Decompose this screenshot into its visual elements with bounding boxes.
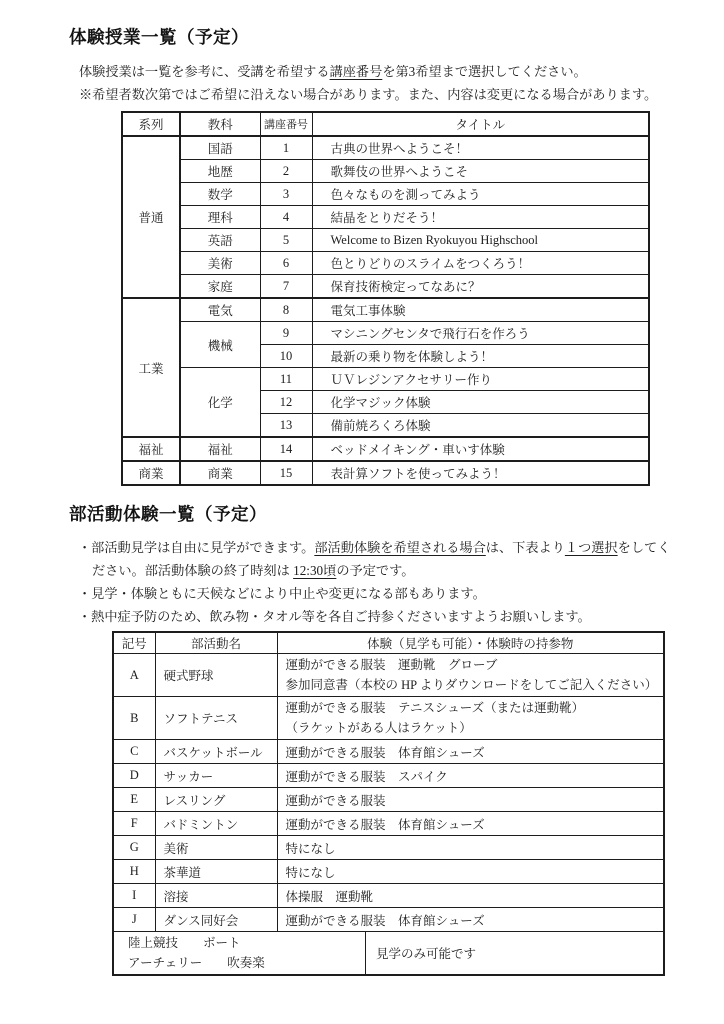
items-cell xyxy=(277,654,664,697)
table-row xyxy=(113,740,664,764)
trial-class-table xyxy=(121,111,650,486)
course-number-cell: 14 xyxy=(260,437,312,461)
course-title-cell: 表計算ソフトを使ってみよう！ xyxy=(312,461,649,485)
table-row xyxy=(113,860,664,884)
table-header-row xyxy=(122,112,649,136)
clubs-line: 陸上競技 ボート xyxy=(128,936,241,950)
table-row xyxy=(122,368,649,391)
series-cell: 工業 xyxy=(122,298,180,437)
section2-title: 部活動体験一覧（予定） xyxy=(69,504,267,524)
subject-cell: 機械 xyxy=(180,322,260,368)
col-header-subject: 教科 xyxy=(180,112,260,136)
course-number-cell: 8 xyxy=(260,298,312,322)
course-number-cell: 13 xyxy=(260,414,312,438)
items-cell: 運動ができる服装 体育館シューズ xyxy=(277,740,664,764)
course-number-cell: 3 xyxy=(260,183,312,206)
table-row xyxy=(122,461,649,485)
club-name-cell: 茶華道 xyxy=(155,860,277,884)
items-cell: 運動ができる服装 xyxy=(277,788,664,812)
viewing-only-clubs xyxy=(114,932,366,974)
symbol-cell: A xyxy=(113,654,155,697)
items-cell: 運動ができる服装 体育館シューズ xyxy=(277,812,664,836)
table-row xyxy=(113,836,664,860)
items-line: （ラケットがある人はラケット） xyxy=(285,721,472,735)
course-number-cell: 1 xyxy=(260,136,312,160)
table-row xyxy=(122,136,649,160)
underlined-course-number: 講座番号 xyxy=(329,64,383,79)
course-title-cell: 古典の世界へようこそ！ xyxy=(312,136,649,160)
intro-text: を第3希望まで選択してください。 xyxy=(382,64,587,79)
underlined-one-choice: １つ選択 xyxy=(564,540,618,555)
subject-cell: 美術 xyxy=(180,252,260,275)
course-title-cell: 最新の乗り物を体験しよう！ xyxy=(312,345,649,368)
col-header-series: 系列 xyxy=(122,112,180,136)
table-row xyxy=(122,298,649,322)
bullet-line-1 xyxy=(78,536,698,559)
items-cell xyxy=(277,697,664,740)
underlined-club-request: 部活動体験を希望される場合 xyxy=(314,540,486,555)
table-row xyxy=(113,788,664,812)
course-title-cell: 歌舞伎の世界へようこそ xyxy=(312,160,649,183)
course-title-cell: 備前焼ろくろ体験 xyxy=(312,414,649,438)
course-title-cell: 色とりどりのスライムをつくろう！ xyxy=(312,252,649,275)
symbol-cell: C xyxy=(113,740,155,764)
table-row xyxy=(122,322,649,345)
table-row xyxy=(122,252,649,275)
course-title-cell: 電気工事体験 xyxy=(312,298,649,322)
subject-cell: 理科 xyxy=(180,206,260,229)
club-name-cell: 溶接 xyxy=(155,884,277,908)
course-number-cell: 9 xyxy=(260,322,312,345)
items-line: 運動ができる服装 運動靴 グローブ xyxy=(285,658,498,672)
club-name-cell: バドミントン xyxy=(155,812,277,836)
viewing-only-note: 見学のみ可能です xyxy=(376,947,477,961)
series-cell: 福祉 xyxy=(122,437,180,461)
course-title-cell: ベッドメイキング・車いす体験 xyxy=(312,437,649,461)
symbol-cell: E xyxy=(113,788,155,812)
table-row xyxy=(113,932,664,976)
note-text: をしてく xyxy=(617,540,671,555)
items-cell: 体操服 運動靴 xyxy=(277,884,664,908)
course-number-cell: 15 xyxy=(260,461,312,485)
subject-cell: 国語 xyxy=(180,136,260,160)
col-header-items: 体験（見学も可能）・体験時の持参物 xyxy=(277,632,664,654)
table-row xyxy=(122,229,649,252)
table-row xyxy=(122,437,649,461)
club-name-cell: ダンス同好会 xyxy=(155,908,277,932)
subject-cell: 商業 xyxy=(180,461,260,485)
items-cell: 特になし xyxy=(277,860,664,884)
club-name-cell: バスケットボール xyxy=(155,740,277,764)
intro-text: 体験授業は一覧を参考に、受講を希望する xyxy=(79,64,330,79)
course-title-cell: Welcome to Bizen Ryokuyou Highschool xyxy=(312,229,649,252)
symbol-cell: H xyxy=(113,860,155,884)
col-header-club-name: 部活動名 xyxy=(155,632,277,654)
course-title-cell: 結晶をとりだそう！ xyxy=(312,206,649,229)
series-cell: 商業 xyxy=(122,461,180,485)
course-title-cell: 化学マジック体験 xyxy=(312,391,649,414)
table-row xyxy=(122,183,649,206)
items-line: 参加同意書（本校の HP よりダウンロードをしてご記入ください） xyxy=(285,678,658,692)
items-cell: 運動ができる服装 スパイク xyxy=(277,764,664,788)
note-text: ださい。部活動体験の終了時刻は xyxy=(92,563,294,578)
table-row xyxy=(122,275,649,299)
table-row xyxy=(113,697,664,740)
section1-title: 体験授業一覧（予定） xyxy=(69,27,249,47)
table-header-row xyxy=(113,632,664,654)
course-number-cell: 6 xyxy=(260,252,312,275)
note-text: の予定です。 xyxy=(336,563,415,578)
club-name-cell: ソフトテニス xyxy=(155,697,277,740)
note-text: ・部活動見学は自由に見学ができます。 xyxy=(78,540,315,555)
course-number-cell: 11 xyxy=(260,368,312,391)
subject-cell: 化学 xyxy=(180,368,260,438)
underlined-end-time: 12:30頃 xyxy=(293,563,337,578)
items-line: 運動ができる服装 テニスシューズ（または運動靴） xyxy=(285,701,585,715)
col-header-course-number: 講座番号 xyxy=(260,112,312,136)
table-row xyxy=(113,884,664,908)
viewing-only-row xyxy=(113,932,664,976)
items-cell: 運動ができる服装 体育館シューズ xyxy=(277,908,664,932)
subject-cell: 数学 xyxy=(180,183,260,206)
subject-cell: 電気 xyxy=(180,298,260,322)
club-activity-table xyxy=(112,631,665,976)
clubs-line: アーチェリー 吹奏楽 xyxy=(128,956,265,970)
course-title-cell: 色々なものを測ってみよう xyxy=(312,183,649,206)
symbol-cell: F xyxy=(113,812,155,836)
symbol-cell: B xyxy=(113,697,155,740)
course-title-cell: 保育技術検定ってなあに？ xyxy=(312,275,649,299)
section1-intro xyxy=(79,60,699,106)
series-cell: 普通 xyxy=(122,136,180,298)
items-cell: 特になし xyxy=(277,836,664,860)
table-row xyxy=(113,764,664,788)
bullet-line-2: ・見学・体験ともに天候などにより中止や変更になる部もあります。 xyxy=(78,586,486,601)
bullet-line-1-continuation xyxy=(78,559,698,582)
course-number-cell: 10 xyxy=(260,345,312,368)
subject-cell: 英語 xyxy=(180,229,260,252)
col-header-title: タイトル xyxy=(312,112,649,136)
club-name-cell: 美術 xyxy=(155,836,277,860)
table-row xyxy=(113,812,664,836)
table-row xyxy=(113,908,664,932)
club-name-cell: サッカー xyxy=(155,764,277,788)
symbol-cell: I xyxy=(113,884,155,908)
table-row xyxy=(122,206,649,229)
subject-cell: 家庭 xyxy=(180,275,260,299)
symbol-cell: G xyxy=(113,836,155,860)
subject-cell: 地歴 xyxy=(180,160,260,183)
course-number-cell: 7 xyxy=(260,275,312,299)
course-title-cell: マシニングセンタで飛行石を作ろう xyxy=(312,322,649,345)
course-number-cell: 12 xyxy=(260,391,312,414)
intro-line-2: ※希望者数次第ではご希望に沿えない場合があります。また、内容は変更になる場合があります。 xyxy=(79,87,658,102)
symbol-cell: D xyxy=(113,764,155,788)
club-name-cell: レスリング xyxy=(155,788,277,812)
course-title-cell: ＵＶレジンアクセサリー作り xyxy=(312,368,649,391)
table-row xyxy=(122,160,649,183)
note-text: は、下表より xyxy=(485,540,565,555)
intro-line-1 xyxy=(79,60,699,83)
club-name-cell: 硬式野球 xyxy=(155,654,277,697)
subject-cell: 福祉 xyxy=(180,437,260,461)
table-row xyxy=(113,654,664,697)
symbol-cell: J xyxy=(113,908,155,932)
course-number-cell: 2 xyxy=(260,160,312,183)
col-header-symbol: 記号 xyxy=(113,632,155,654)
section2-notes xyxy=(78,536,698,628)
course-number-cell: 5 xyxy=(260,229,312,252)
bullet-line-3: ・熱中症予防のため、飲み物・タオル等を各自ご持参くださいますようお願いします。 xyxy=(78,609,591,624)
course-number-cell: 4 xyxy=(260,206,312,229)
